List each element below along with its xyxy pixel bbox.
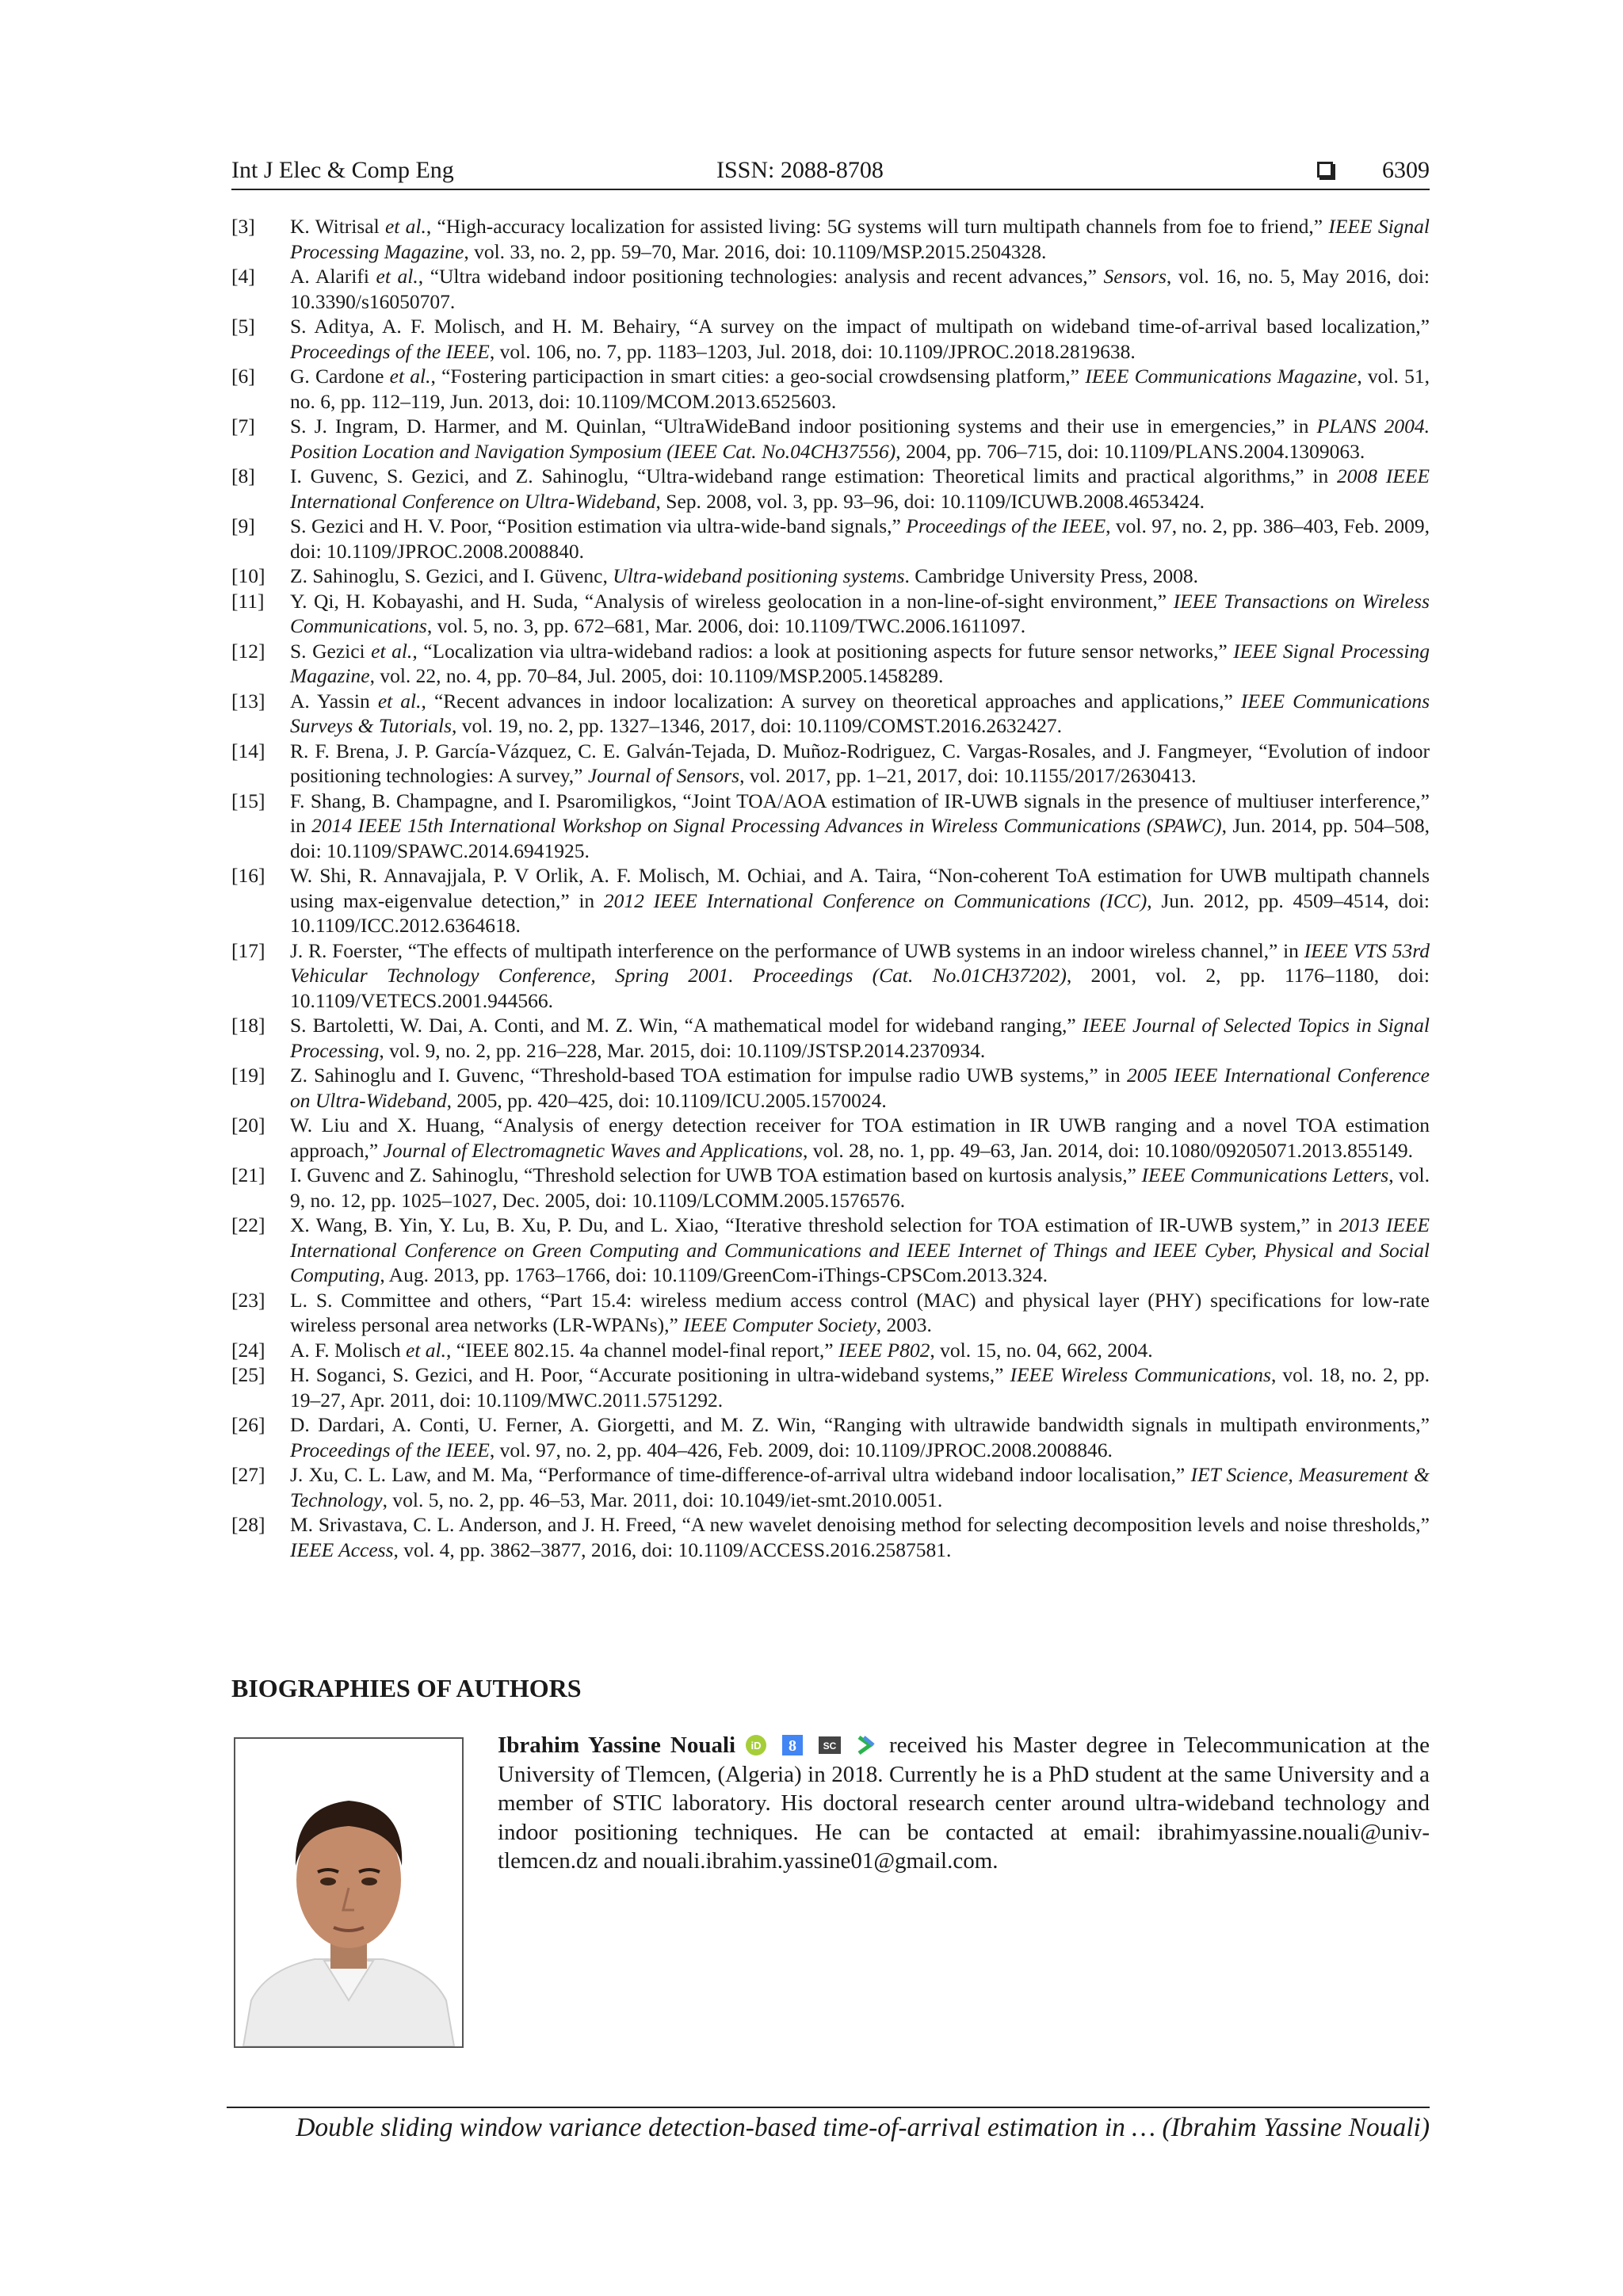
google-scholar-icon[interactable] (781, 1734, 804, 1756)
reference-number: [11] (231, 589, 265, 613)
google-scholar-glyph: 8 (789, 1737, 797, 1755)
orcid-glyph: iD (750, 1740, 762, 1752)
reference-text: , “Localization via ultra-wideband radios: a look at positioning aspects for future sensor networks,” (412, 639, 1234, 663)
scopus-glyph: SC (823, 1740, 837, 1752)
reference-italic-text: Proceedings of the IEEE (906, 514, 1106, 537)
reference-text: R. F. Brena, J. P. García-Vázquez, C. E. Galván-Tejada, D. Muñoz-Rodriguez, C. Vargas-Rosales, and J. Fangmeyer, “Evolution of indoor positioning technologies: A survey,” (290, 739, 1430, 787)
reference-italic-text: et al. (376, 265, 418, 288)
reference-item (231, 1288, 1430, 1338)
reference-italic-text: IEEE P802 (838, 1338, 930, 1362)
reference-text: A. Alarifi (290, 265, 376, 288)
reference-text: , vol. 4, pp. 3862–3877, 2016, doi: 10.1109/ACCESS.2016.2587581. (393, 1538, 952, 1561)
reference-number: [6] (231, 365, 255, 388)
reference-text: X. Wang, B. Yin, Y. Lu, B. Xu, P. Du, and L. Xiao, “Iterative threshold selection for TOA estimation of IR-UWB system,” in (290, 1213, 1339, 1236)
reference-text: G. Cardone (290, 365, 390, 388)
reference-italic-text: IEEE Access (290, 1538, 394, 1561)
author-name: Ibrahim Yassine Nouali (498, 1733, 736, 1758)
reference-text: F. Shang, B. Champagne, and I. Psaromiligkos, “Joint TOA/AOA estimation of IR-UWB signals in the presence of multiuser interference,” in (290, 789, 1430, 837)
issn: ISSN: 2088-8708 (716, 157, 884, 183)
reference-italic-text: 2005 IEEE International Conference on Ultra-Wideband (290, 1064, 1430, 1112)
reference-text: M. Srivastava, C. L. Anderson, and J. H. Freed, “A new wavelet denoising method for selecting decomposition levels and noise thresholds,” (290, 1513, 1430, 1536)
reference-number: [3] (231, 215, 255, 238)
reference-item (231, 639, 1430, 689)
reference-text: , vol. 51, no. 6, pp. 112–119, Jun. 2013, doi: 10.1109/MCOM.2013.6525603. (290, 365, 1430, 413)
reference-number: [16] (231, 864, 265, 887)
reference-number: [26] (231, 1413, 265, 1436)
reference-text: I. Guvenc and Z. Sahinoglu, “Threshold selection for UWB TOA estimation based on kurtosis analysis,” (290, 1163, 1142, 1186)
reference-italic-text: IEEE Wireless Communications (1010, 1363, 1271, 1386)
reference-text: , Sep. 2008, vol. 3, pp. 93–96, doi: 10.1109/ICUWB.2008.4653424. (655, 489, 1205, 513)
reference-italic-text: IEEE Signal Processing Magazine (290, 639, 1430, 687)
reference-italic-text: et al. (389, 365, 431, 388)
reference-item (231, 1213, 1430, 1288)
reference-text: K. Witrisal (290, 215, 385, 238)
reference-item (231, 1338, 1430, 1363)
reference-text: S. Gezici (290, 639, 372, 663)
reference-text: , vol. 97, no. 2, pp. 386–403, Feb. 2009, doi: 10.1109/JPROC.2008.2008840. (290, 514, 1430, 563)
reference-number: [10] (231, 564, 265, 587)
reference-italic-text: IEEE Transactions on Wireless Communications (290, 589, 1430, 637)
reference-text: , vol. 18, no. 2, pp. 19–27, Apr. 2011, doi: 10.1109/MWC.2011.5751292. (290, 1363, 1430, 1412)
reference-item (231, 314, 1430, 364)
reference-text: , 2003. (876, 1313, 932, 1336)
reference-italic-text: 2014 IEEE 15th International Workshop on Signal Processing Advances in Wireless Communications (SPAWC) (311, 814, 1222, 837)
reference-text: , 2005, pp. 420–425, doi: 10.1109/ICU.2005.1570024. (446, 1088, 887, 1112)
reference-number: [25] (231, 1363, 265, 1386)
reference-item (231, 789, 1430, 864)
reference-text: A. Yassin (290, 689, 378, 712)
reference-text: , vol. 19, no. 2, pp. 1327–1346, 2017, doi: 10.1109/COMST.2016.2632427. (452, 714, 1062, 737)
reference-text: . Cambridge University Press, 2008. (904, 564, 1198, 587)
reference-item (231, 563, 1430, 589)
reference-number: [24] (231, 1338, 265, 1362)
reference-number: [7] (231, 415, 255, 437)
reference-text: , Aug. 2013, pp. 1763–1766, doi: 10.1109/GreenCom-iThings-CPSCom.2013.324. (380, 1263, 1048, 1286)
reference-text: , 2004, pp. 706–715, doi: 10.1109/PLANS.2004.1309063. (896, 439, 1365, 463)
reference-italic-text: IEEE Journal of Selected Topics in Signal Processing (290, 1014, 1430, 1062)
author-biography (498, 1731, 1430, 1876)
author-bio-text: received his Master degree in Telecommunication at the University of Tlemcen, (Algeria) in 2018. Currently he is a PhD student at the same University and a member of STIC laboratory. His doctoral research center around ultra-wideband technology and indoor positioning techniques. He can be contacted at email: ibrahimyassine.nouali@univ-tlemcen.dz and nouali.ibrahim.yassine01@gmail.com. (498, 1733, 1430, 1874)
reference-text: S. Bartoletti, W. Dai, A. Conti, and M. Z. Win, “A mathematical model for wideband ranging,” (290, 1014, 1083, 1037)
reference-text: I. Guvenc, S. Gezici, and Z. Sahinoglu, “Ultra-wideband range estimation: Theoretical limits and practical algorithms,” in (290, 464, 1337, 487)
reference-italic-text: Journal of Sensors (587, 764, 740, 787)
reference-text: , “Recent advances in indoor localization: A survey on theoretical approaches and applications,” (421, 689, 1241, 712)
reference-text: , vol. 5, no. 2, pp. 46–53, Mar. 2011, doi: 10.1049/iet-smt.2010.0051. (382, 1488, 943, 1511)
reference-text: , vol. 28, no. 1, pp. 49–63, Jan. 2014, doi: 10.1080/09205071.2013.855149. (803, 1138, 1414, 1162)
reference-number: [13] (231, 689, 265, 712)
reference-text: , “High-accuracy localization for assisted living: 5G systems will turn multipath channels from foe to friend,” (426, 215, 1329, 238)
reference-text: , vol. 16, no. 5, May 2016, doi: 10.3390/s16050707. (290, 265, 1430, 313)
reference-italic-text: et al. (371, 639, 413, 663)
reference-italic-text: Journal of Electromagnetic Waves and Applications (383, 1138, 804, 1162)
reference-number: [23] (231, 1288, 265, 1312)
reference-text: , vol. 15, no. 04, 662, 2004. (930, 1338, 1153, 1362)
orcid-icon[interactable] (745, 1734, 767, 1756)
reference-text: D. Dardari, A. Conti, U. Ferner, A. Giorgetti, and M. Z. Win, “Ranging with ultrawide bandwidth signals in multipath environments,” (290, 1413, 1430, 1436)
reference-item (231, 1412, 1430, 1462)
reference-italic-text: Proceedings of the IEEE (290, 339, 490, 363)
reference-italic-text: IEEE Communications Magazine (1085, 365, 1358, 388)
reference-item (231, 464, 1430, 514)
reference-italic-text: 2008 IEEE International Conference on Ultra-Wideband (290, 464, 1430, 513)
reference-text: W. Shi, R. Annavajjala, P. V Orlik, A. F. Molisch, M. Ochiai, and A. Taira, “Non-coherent ToA estimation for UWB multipath channels using max-eigenvalue detection,” in (290, 864, 1430, 912)
reference-italic-text: Ultra-wideband positioning systems (613, 564, 905, 587)
author-photo (234, 1737, 464, 2048)
reference-item (231, 863, 1430, 938)
reference-number: [22] (231, 1213, 265, 1236)
reference-text: Z. Sahinoglu, S. Gezici, and I. Güvenc, (290, 564, 613, 587)
reference-text: Z. Sahinoglu and I. Guvenc, “Threshold-based TOA estimation for impulse radio UWB systems,” in (290, 1064, 1127, 1087)
scopus-icon[interactable] (818, 1734, 842, 1756)
reference-item (231, 514, 1430, 563)
reference-italic-text: PLANS 2004. Position Location and Navigation Symposium (IEEE Cat. No.04CH37556) (290, 415, 1430, 463)
reference-item (231, 1163, 1430, 1213)
reference-item (231, 1462, 1430, 1512)
reference-italic-text: 2012 IEEE International Conference on Communications (ICC) (603, 888, 1148, 912)
reference-italic-text: Sensors (1103, 265, 1167, 288)
reference-item (231, 1362, 1430, 1412)
reference-text: , Jun. 2012, pp. 4509–4514, doi: 10.1109/ICC.2012.6364618. (290, 888, 1430, 937)
reference-italic-text: 2013 IEEE International Conference on Green Computing and Communications and IEEE Internet of Things and IEEE Cyber, Physical and Social Computing (290, 1213, 1430, 1286)
reference-item (231, 214, 1430, 264)
reference-text: , vol. 33, no. 2, pp. 59–70, Mar. 2016, doi: 10.1109/MSP.2015.2504328. (464, 239, 1047, 263)
reference-number: [21] (231, 1163, 265, 1186)
running-footer: Double sliding window variance detection-based time-of-arrival estimation in … (Ibrahim Yassine Nouali) (296, 2113, 1430, 2142)
footer-rule (227, 2107, 1430, 2108)
reference-item (231, 414, 1430, 464)
reference-italic-text: Proceedings of the IEEE (290, 1438, 490, 1461)
reference-italic-text: IEEE Signal Processing Magazine (290, 215, 1430, 263)
reference-text: , “Ultra wideband indoor positioning technologies: analysis and recent advances,” (418, 265, 1104, 288)
reference-item (231, 264, 1430, 314)
reference-text: Y. Qi, H. Kobayashi, and H. Suda, “Analysis of wireless geolocation in a non-line-of-sight environment,” (290, 589, 1174, 613)
reference-item (231, 689, 1430, 739)
reference-text: , 2001, vol. 2, pp. 1176–1180, doi: 10.1109/VETECS.2001.944566. (290, 964, 1430, 1012)
author-portrait-image (235, 1739, 462, 2046)
reference-text: J. Xu, C. L. Law, and M. Ma, “Performance of time-difference-of-arrival ultra wideband indoor localisation,” (290, 1463, 1191, 1486)
reference-item (231, 589, 1430, 639)
reference-text: , vol. 2017, pp. 1–21, 2017, doi: 10.1155/2017/2630413. (739, 764, 1197, 787)
reference-item (231, 1013, 1430, 1063)
reference-italic-text: et al. (377, 689, 422, 712)
reference-text: , vol. 97, no. 2, pp. 404–426, Feb. 2009, doi: 10.1109/JPROC.2008.2008846. (489, 1438, 1113, 1461)
reference-number: [28] (231, 1513, 265, 1536)
reference-number: [4] (231, 265, 255, 288)
biographies-heading: BIOGRAPHIES OF AUTHORS (231, 1674, 582, 1702)
reference-number: [8] (231, 464, 255, 487)
reference-number: [19] (231, 1064, 265, 1087)
reference-italic-text: IEEE Communications Surveys & Tutorials (290, 689, 1430, 737)
reference-number: [18] (231, 1014, 265, 1037)
reference-list (231, 214, 1430, 1562)
reference-text: H. Soganci, S. Gezici, and H. Poor, “Accurate positioning in ultra-wideband systems,” (290, 1363, 1010, 1386)
reference-number: [9] (231, 514, 255, 537)
reference-item (231, 1113, 1430, 1163)
author-profile-badges (745, 1733, 889, 1758)
reference-number: [15] (231, 789, 265, 812)
reference-item (231, 1063, 1430, 1113)
journal-name: Int J Elec & Comp Eng (231, 157, 454, 183)
reference-item (231, 739, 1430, 789)
reference-number: [20] (231, 1114, 265, 1137)
reference-text: S. Aditya, A. F. Molisch, and H. M. Behairy, “A survey on the impact of multipath on wideband time-of-arrival based localization,” (290, 315, 1430, 338)
reference-italic-text: et al. (384, 215, 426, 238)
checkbox-square-icon (1317, 162, 1333, 178)
reference-text: , vol. 5, no. 3, pp. 672–681, Mar. 2006, doi: 10.1109/TWC.2006.1611097. (426, 614, 1026, 637)
reference-italic-text: IET Science, Measurement & Technology (290, 1463, 1430, 1511)
reference-number: [14] (231, 739, 265, 762)
page-number: 6309 (1382, 157, 1430, 183)
reference-text: , Jun. 2014, pp. 504–508, doi: 10.1109/SPAWC.2014.6941925. (290, 814, 1430, 862)
reference-number: [12] (231, 639, 265, 663)
reference-number: [27] (231, 1463, 265, 1486)
reference-text: A. F. Molisch (290, 1338, 407, 1362)
reference-text: S. J. Ingram, D. Harmer, and M. Quinlan, “UltraWideBand indoor positioning systems and their use in emergencies,” in (290, 415, 1317, 437)
reference-text: W. Liu and X. Huang, “Analysis of energy detection receiver for TOA estimation in IR UWB ranging and a novel TOA estimation approach,” (290, 1114, 1430, 1162)
reference-item (231, 364, 1430, 414)
reference-text: L. S. Committee and others, “Part 15.4: wireless medium access control (MAC) and physical layer (PHY) specifications for low-rate wireless personal area networks (LR-WPANs),” (290, 1288, 1430, 1336)
reference-text: , “Fostering participaction in smart cities: a geo-social crowdsensing platform,” (430, 365, 1086, 388)
reference-text: , vol. 22, no. 4, pp. 70–84, Jul. 2005, doi: 10.1109/MSP.2005.1458289. (369, 664, 944, 687)
reference-italic-text: et al. (406, 1338, 447, 1362)
reference-text: , vol. 9, no. 12, pp. 1025–1027, Dec. 2005, doi: 10.1109/LCOMM.2005.1576576. (290, 1163, 1430, 1212)
reference-text: J. R. Foerster, “The effects of multipath interference on the performance of UWB systems in an indoor wireless channel,” in (290, 938, 1304, 962)
reference-italic-text: IEEE Communications Letters (1141, 1163, 1389, 1186)
reference-number: [17] (231, 938, 265, 962)
reference-item (231, 1512, 1430, 1562)
reference-italic-text: IEEE Computer Society (683, 1313, 876, 1336)
publons-icon[interactable] (856, 1734, 875, 1756)
reference-text: , vol. 9, no. 2, pp. 216–228, Mar. 2015, doi: 10.1109/JSTSP.2014.2370934. (379, 1038, 986, 1062)
reference-item (231, 938, 1430, 1014)
reference-italic-text: IEEE VTS 53rd Vehicular Technology Conference, Spring 2001. Proceedings (Cat. No.01CH37202) (290, 938, 1430, 987)
reference-number: [5] (231, 315, 255, 338)
reference-text: , “IEEE 802.15. 4a channel model-final report,” (446, 1338, 838, 1362)
reference-text: , vol. 106, no. 7, pp. 1183–1203, Jul. 2018, doi: 10.1109/JPROC.2018.2819638. (489, 339, 1136, 363)
page-header (231, 155, 1430, 190)
reference-text: S. Gezici and H. V. Poor, “Position estimation via ultra-wide-band signals,” (290, 514, 907, 537)
